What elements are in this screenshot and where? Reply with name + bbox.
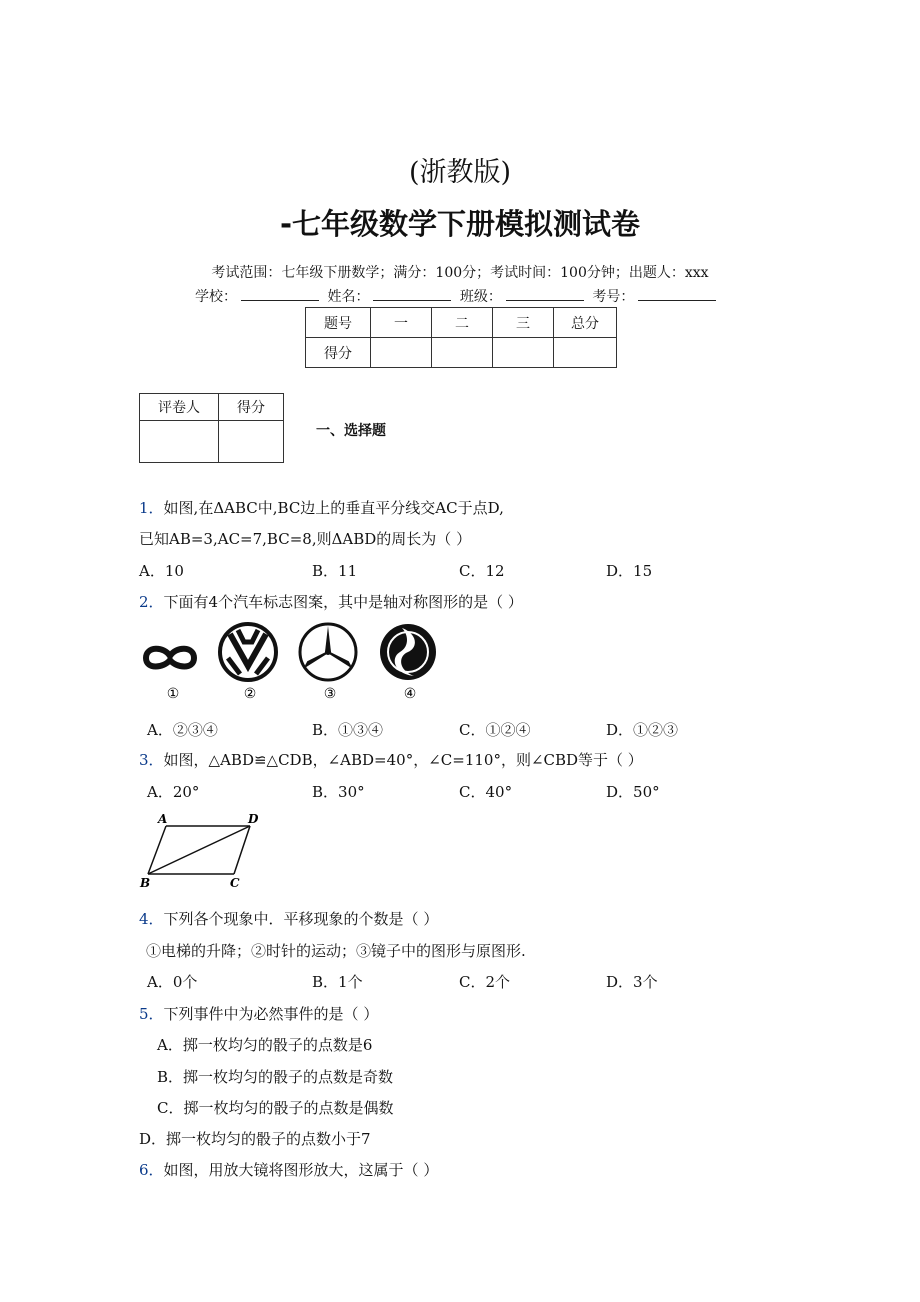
q5-option-a[interactable]: A．掷一枚均匀的骰子的点数是6 xyxy=(157,1036,373,1054)
car-logos-figure xyxy=(140,620,450,710)
logo-label-2: ② xyxy=(243,686,257,702)
page-title: -七年级数学下册模拟测试卷 xyxy=(279,207,641,241)
grader-label: 评卷人 xyxy=(140,394,219,421)
q2-option-c[interactable]: C．①②④ xyxy=(459,721,531,739)
question-text: 如图，△ABD≌△CDB，∠ABD=40°，∠C=110°，则∠CBD等于（ ） xyxy=(163,751,643,769)
question-text: 下面有4个汽车标志图案，其中是轴对称图形的是（ ） xyxy=(163,593,523,611)
q5-option-c[interactable]: C．掷一枚均匀的骰子的点数是偶数 xyxy=(157,1099,394,1117)
question-4-sub: ①电梯的升降；②时针的运动；③镜子中的图形与原图形. xyxy=(146,942,526,960)
question-text: 如图，用放大镜将图形放大，这属于（ ） xyxy=(163,1161,439,1179)
number-label: 考号： xyxy=(592,289,635,305)
score-header-cell: 二 xyxy=(432,308,493,338)
question-text: 如图,在ΔABC中,BC边上的垂直平分线交AC于点D, xyxy=(163,499,504,517)
grader-cell[interactable] xyxy=(140,421,219,463)
question-text: 下列事件中为必然事件的是（ ） xyxy=(163,1005,379,1023)
q1-option-d[interactable]: D．15 xyxy=(606,562,653,580)
question-1 xyxy=(139,497,504,518)
exam-meta: 考试范围：七年级下册数学；满分：100分；考试时间：100分钟；出题人：xxx xyxy=(211,265,709,281)
q2-option-a[interactable]: A．②③④ xyxy=(147,721,218,739)
swirl-logo-icon xyxy=(380,624,436,680)
vertex-b-label: B xyxy=(140,876,151,890)
question-number: 1． xyxy=(139,499,164,517)
score-cell[interactable] xyxy=(554,338,617,368)
score-header-cell: 三 xyxy=(493,308,554,338)
q1-option-b[interactable]: B．11 xyxy=(312,562,358,580)
question-3 xyxy=(139,749,643,770)
score-cell[interactable] xyxy=(371,338,432,368)
class-blank[interactable] xyxy=(506,286,584,301)
infiniti-logo-icon xyxy=(146,649,194,667)
q5-option-d[interactable]: D．掷一枚均匀的骰子的点数小于7 xyxy=(139,1130,371,1148)
question-number: 5． xyxy=(139,1005,164,1023)
grader-table xyxy=(139,393,284,463)
question-number: 2． xyxy=(139,593,164,611)
question-number: 6． xyxy=(139,1161,164,1179)
logo-label-3: ③ xyxy=(323,686,337,702)
q4-option-b[interactable]: B．1个 xyxy=(312,973,363,991)
q4-option-d[interactable]: D．3个 xyxy=(606,973,658,991)
name-blank[interactable] xyxy=(373,286,451,301)
question-4 xyxy=(139,908,438,929)
parallelogram-figure xyxy=(138,810,268,892)
school-label: 学校： xyxy=(195,289,237,305)
score-header-cell: 总分 xyxy=(554,308,617,338)
score-header-cell: 一 xyxy=(371,308,432,338)
volkswagen-logo-icon xyxy=(220,624,276,680)
q3-option-b[interactable]: B．30° xyxy=(312,783,365,801)
score-row-label: 得分 xyxy=(306,338,371,368)
vertex-d-label: D xyxy=(248,812,259,826)
grader-cell[interactable] xyxy=(219,421,284,463)
edition-label: (浙教版) xyxy=(408,157,512,188)
q3-option-d[interactable]: D．50° xyxy=(606,783,660,801)
info-fields xyxy=(195,286,720,306)
score-cell[interactable] xyxy=(493,338,554,368)
question-2 xyxy=(139,591,523,612)
name-label: 姓名： xyxy=(327,289,370,305)
mercedes-logo-icon xyxy=(300,624,356,680)
score-table xyxy=(305,307,617,368)
question-number: 4． xyxy=(139,910,164,928)
number-blank[interactable] xyxy=(638,286,716,301)
question-1-line2: 已知AB=3,AC=7,BC=8,则ΔABD的周长为（ ） xyxy=(139,530,472,548)
score-header-cell: 题号 xyxy=(306,308,371,338)
class-label: 班级： xyxy=(459,289,502,305)
section-heading: 一、选择题 xyxy=(316,423,386,439)
score-cell[interactable] xyxy=(432,338,493,368)
school-blank[interactable] xyxy=(241,286,319,301)
q1-option-c[interactable]: C．12 xyxy=(459,562,505,580)
question-5 xyxy=(139,1003,378,1024)
question-text: 下列各个现象中．平移现象的个数是（ ） xyxy=(163,910,439,928)
q4-option-a[interactable]: A．0个 xyxy=(147,973,198,991)
q5-option-b[interactable]: B．掷一枚均匀的骰子的点数是奇数 xyxy=(157,1068,394,1086)
q2-option-d[interactable]: D．①②③ xyxy=(606,721,679,739)
logo-label-4: ④ xyxy=(403,686,417,702)
vertex-c-label: C xyxy=(230,876,240,890)
q3-option-c[interactable]: C．40° xyxy=(459,783,513,801)
question-6 xyxy=(139,1159,438,1180)
q1-option-a[interactable]: A．10 xyxy=(139,562,184,580)
logo-label-1: ① xyxy=(166,686,180,702)
q3-option-a[interactable]: A．20° xyxy=(147,783,200,801)
question-number: 3． xyxy=(139,751,164,769)
q2-option-b[interactable]: B．①③④ xyxy=(312,721,384,739)
vertex-a-label: A xyxy=(158,812,168,826)
grader-score-label: 得分 xyxy=(219,394,284,421)
q4-option-c[interactable]: C．2个 xyxy=(459,973,511,991)
